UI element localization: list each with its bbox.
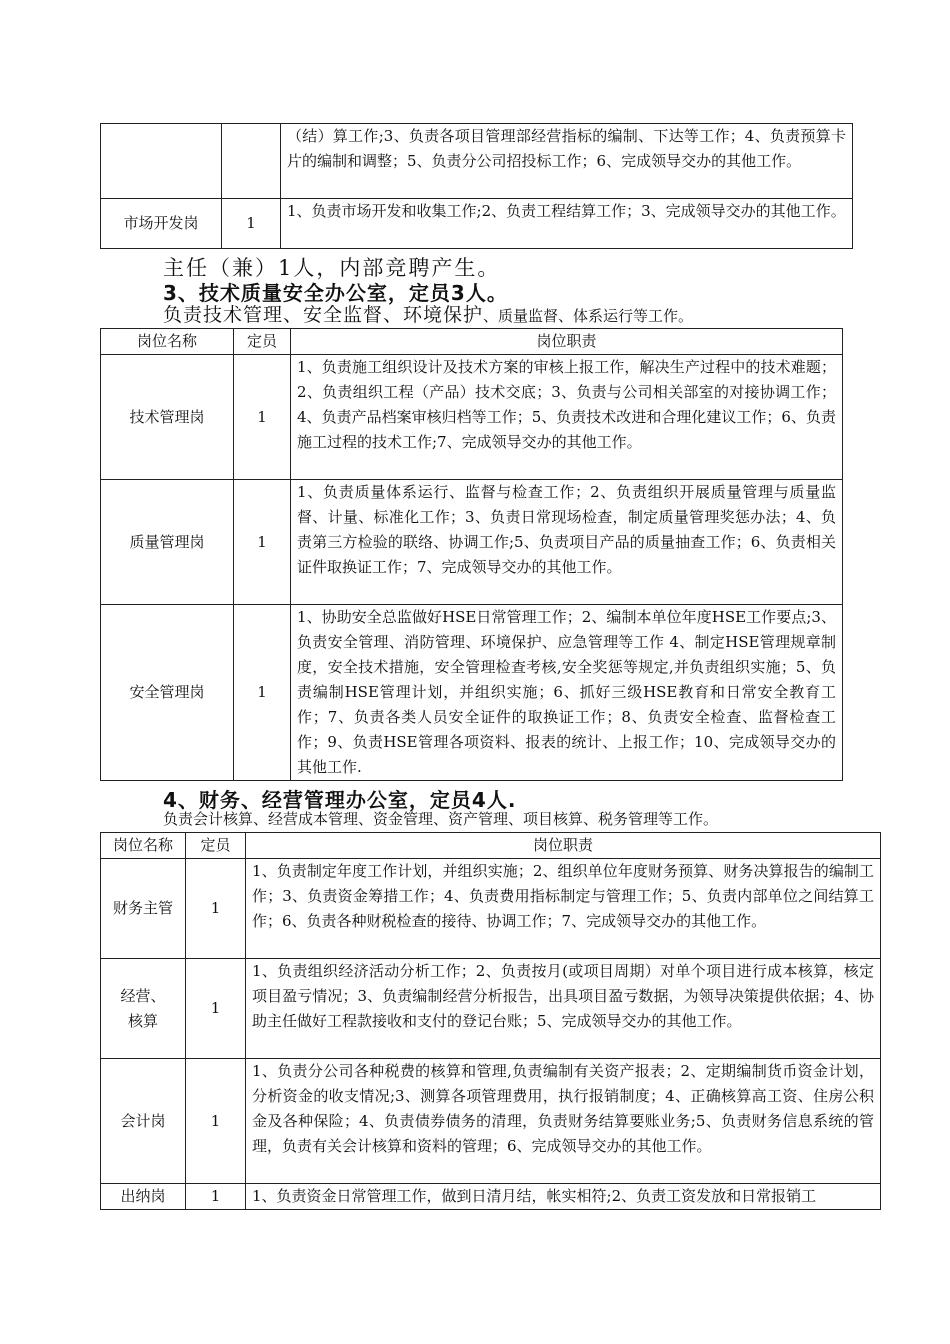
job-name-cell: 市场开发岗 [101,199,222,249]
headcount-cell: 1 [186,859,246,959]
table-header-row [101,833,881,859]
table-row [101,480,843,605]
table-row [101,355,843,480]
director-note: 主任（兼）1人，内部竞聘产生。 [163,256,501,280]
table-row [101,1059,881,1184]
section-4-description: 负责会计核算、经营成本管理、资金管理、资产管理、项目核算、税务管理等工作。 [163,810,719,828]
header-job-name: 岗位名称 [101,833,186,859]
table-row [101,959,881,1059]
header-headcount: 定员 [186,833,246,859]
section-3-desc-main: 负责技术管理、安全监督、环境保护 [163,304,484,326]
table-header-row [101,329,843,355]
duty-cell: 1、负责组织经济活动分析工作；2、负责按月(或项目周期）对单个项目进行成本核算，核定项目盈亏情况；3、负责编制经营分析报告，出具项目盈亏数据，为领导决策提供依据；4、协助主任做好工程款接收和支付的登记台账；5、完成领导交办的其他工作。 [246,959,881,1059]
header-duties: 岗位职责 [291,329,843,355]
duty-cell: 1、负责市场开发和收集工作;2、负责工程结算工作；3、完成领导交办的其他工作。 [281,199,853,249]
job-name-cell: 经营、核算 [101,959,186,1059]
job-name-cell: 技术管理岗 [101,355,234,480]
duty-cell: 1、负责制定年度工作计划，并组织实施；2、组织单位年度财务预算、财务决算报告的编制工作；3、负责资金筹措工作；4、负责费用指标制定与管理工作；5、负责内部单位之间结算工作；6、负责各种财税检查的接待、协调工作；7、完成领导交办的其他工作。 [246,859,881,959]
section-3-heading: 3、技术质量安全办公室，定员3人。 [163,281,508,305]
table-job-duties-continued [100,123,853,249]
headcount-cell: 1 [222,199,281,249]
headcount-cell: 1 [186,959,246,1059]
headcount-cell: 1 [234,355,291,480]
headcount-cell: 1 [234,605,291,781]
headcount-cell: 1 [186,1059,246,1184]
job-name-cell: 财务主管 [101,859,186,959]
job-name-cell: 出纳岗 [101,1184,186,1210]
job-name-cell: 会计岗 [101,1059,186,1184]
headcount-cell [222,124,281,199]
headcount-cell: 1 [186,1184,246,1210]
header-headcount: 定员 [234,329,291,355]
job-name-cell: 质量管理岗 [101,480,234,605]
table-row [101,605,843,781]
duty-cell: 1、负责分公司各种税费的核算和管理,负责编制有关资产报表；2、定期编制货币资金计划，分析资金的收支情况;3、测算各项管理费用，执行报销制度；4、正确核算高工资、住房公积金及各种保险；4、负责债券债务的清理，负责财务结算要账业务;5、负责财务信息系统的管理，负责有关会计核算和资料的管理；6、完成领导交办的其他工作。 [246,1059,881,1184]
header-duties: 岗位职责 [246,833,881,859]
job-name-cell: 安全管理岗 [101,605,234,781]
section-3-description [163,300,693,327]
table-section-4 [100,832,881,1210]
duty-cell: （结）算工作;3、负责各项目管理部经营指标的编制、下达等工作；4、负责预算卡片的编制和调整；5、负责分公司招投标工作；6、完成领导交办的其他工作。 [281,124,853,199]
job-name-cell [101,124,222,199]
duty-cell: 1、负责资金日常管理工作，做到日清月结，帐实相符;2、负责工资发放和日常报销工 [246,1184,881,1210]
table-row [101,1184,881,1210]
header-job-name: 岗位名称 [101,329,234,355]
table-section-3 [100,328,843,781]
duty-cell: 1、负责施工组织设计及技术方案的审核上报工作，解决生产过程中的技术难题；2、负责组织工程（产品）技术交底；3、负责与公司相关部室的对接协调工作；4、负责产品档案审核归档等工作；5、负责技术改进和合理化建议工作；6、负责施工过程的技术工作;7、完成领导交办的其他工作。 [291,355,843,480]
headcount-cell: 1 [234,480,291,605]
duty-cell: 1、负责质量体系运行、监督与检查工作；2、负责组织开展质量管理与质量监督、计量、标准化工作；3、负责日常现场检查，制定质量管理奖惩办法；4、负责第三方检验的联络、协调工作;5、负责项目产品的质量抽查工作；6、负责相关证件取换证工作；7、完成领导交办的其他工作。 [291,480,843,605]
table-row [101,124,853,199]
section-3-desc-tail: 、质量监督、体系运行等工作。 [483,307,694,325]
section-4-heading: 4、财务、经营管理办公室，定员4人. [163,788,517,812]
table-row [101,859,881,959]
table-row [101,199,853,249]
duty-cell: 1、协助安全总监做好HSE日常管理工作；2、编制本单位年度HSE工作要点;3、负责安全管理、消防管理、环境保护、应急管理等工作 4、制定HSE管理规章制度，安全技术措施，安全管理检查考核,安全奖惩等规定,并负责组织实施；5、负责编制HSE管理计划，并组织实施；6、抓好三级HSE教育和日常安全教育工作；7、负责各类人员安全证件的取换证工作；8、负责安全检查、监督检查工作；9、负责HSE管理各项资料、报表的统计、上报工作；10、完成领导交办的其他工作. [291,605,843,781]
